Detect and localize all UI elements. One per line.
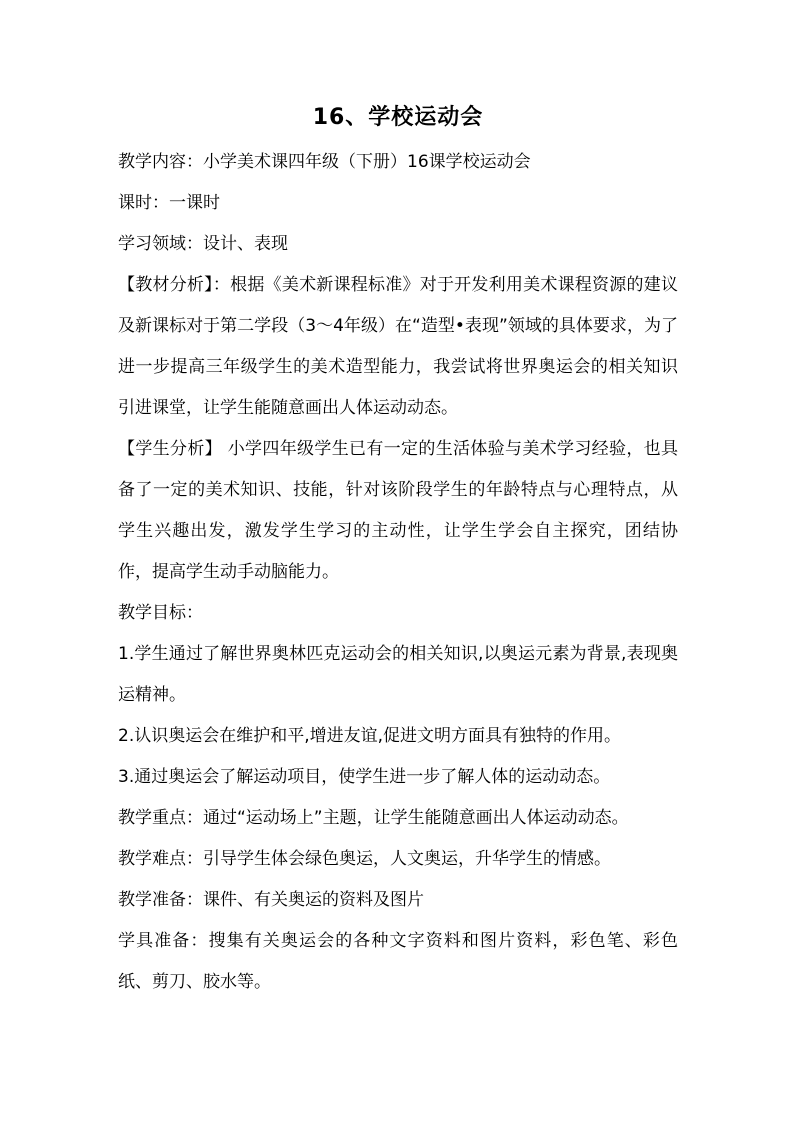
- teaching-content: 教学内容：小学美术课四年级（下册）16课学校运动会: [118, 152, 531, 172]
- teaching-difficulty: 教学难点：引导学生体会绿色奥运，人文奥运，升华学生的情感。: [118, 849, 611, 869]
- class-hours: 课时：一课时: [118, 193, 220, 213]
- textbook-analysis: 【教材分析】：根据《美术新课程标准》对于开发利用美术课程资源的建议及新课标对于第二学段（3～4年级）在“造型•表现”领域的具体要求，为了进一步提高三年级学生的美术造型能力，我尝试将世界奥运会的相关知识引进课堂，让学生能随意画出人体运动动态。: [118, 275, 678, 418]
- document-title: 16、学校运动会: [312, 105, 484, 130]
- student-analysis: 【学生分析】 小学四年级学生已有一定的生活体验与美术学习经验，也具备了一定的美术知识、技能，针对该阶段学生的年龄特点与心理特点，从学生兴趣出发，激发学生学习的主动性，让学生学会自主探究，团结协作，提高学生动手动脑能力。: [118, 439, 678, 582]
- teaching-goals-heading: 教学目标：: [118, 603, 203, 623]
- goal-item-1: 1.学生通过了解世界奥林匹克运动会的相关知识,以奥运元素为背景,表现奥运精神。: [118, 644, 678, 705]
- goal-item-2: 2.认识奥运会在维护和平,增进友谊,促进文明方面具有独特的作用。: [118, 726, 622, 746]
- goal-item-3: 3.通过奥运会了解运动项目，使学生进一步了解人体的运动动态。: [118, 767, 611, 787]
- teaching-preparation: 教学准备：课件、有关奥运的资料及图片: [118, 890, 424, 910]
- document-page: [118, 96, 678, 1003]
- learning-domain: 学习领域：设计、表现: [118, 234, 288, 254]
- student-materials: 学具准备：搜集有关奥运会的各种文字资料和图片资料，彩色笔、彩色纸、剪刀、胶水等。: [118, 931, 678, 992]
- teaching-key-point: 教学重点：通过“运动场上”主题，让学生能随意画出人体运动动态。: [118, 808, 629, 828]
